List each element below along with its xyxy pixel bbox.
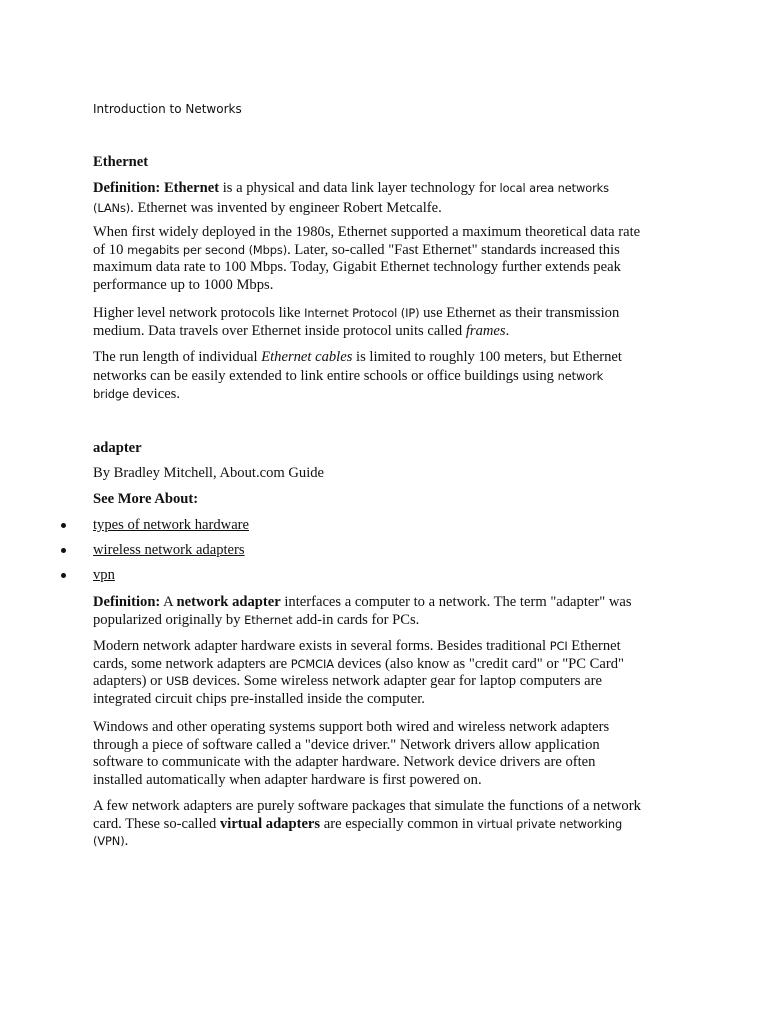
definition-label: Definition: [93, 594, 161, 610]
text: devices (also know as "credit card" or "PC Card" [333, 655, 624, 672]
text: Modern network adapter hardware exists in several forms. Besides traditional [93, 638, 550, 654]
text-line: A few network adapters are purely software packages that simulate the functions of a network [93, 798, 641, 814]
term-frames: frames [465, 322, 506, 339]
text-line: maximum data rate to 100 Mbps. Today, Gigabit Ethernet technology further extends peak [93, 259, 621, 275]
term-network: network [557, 368, 604, 383]
document-title: Introduction to Networks [93, 102, 242, 116]
bullet-icon [61, 548, 66, 553]
text: . [505, 322, 510, 339]
ethernet-protocols-paragraph [93, 305, 678, 340]
text: are especially common in [320, 815, 477, 832]
link-vpn[interactable]: vpn [93, 567, 115, 583]
text-line: through a piece of software called a "device driver." Network drivers allow application [93, 736, 600, 753]
term-ethernet-cables: Ethernet cables [261, 349, 353, 365]
text: networks can be easily extended to link entire schools or office buildings using [93, 367, 558, 384]
bullet-icon [61, 573, 66, 578]
text: . Ethernet was invented by engineer Robert Metcalfe. [130, 199, 442, 216]
ethernet-cables-paragraph [93, 349, 678, 404]
text: adapters) or [93, 673, 166, 689]
text: cards, some network adapters are [93, 655, 291, 672]
text: Higher level network protocols like [93, 305, 305, 321]
text-line: When first widely deployed in the 1980s, Ethernet supported a maximum theoretical data rate [93, 224, 641, 240]
bullet-icon [61, 523, 66, 528]
text: devices. Some wireless network adapter gear for laptop computers are [189, 673, 602, 689]
term-mbps: megabits per second (Mbps) [127, 242, 288, 257]
list-item [93, 567, 115, 585]
term-lan: local area networks [499, 181, 609, 195]
text: of 10 [93, 241, 128, 258]
term-ethernet: Ethernet [244, 612, 293, 627]
adapter-definition-paragraph [93, 594, 678, 629]
term-network-adapter: network adapter [176, 594, 281, 610]
link-wireless-network-adapters[interactable]: wireless network adapters [93, 542, 245, 558]
text: . [124, 833, 129, 849]
list-item [93, 517, 249, 535]
text-line: Windows and other operating systems support both wired and wireless network adapters [93, 719, 610, 735]
definition-label: Definition: Ethernet [93, 180, 220, 196]
text: card. These so-called [93, 815, 220, 832]
term-ip: Internet Protocol (IP) [304, 306, 420, 320]
text: A [160, 594, 177, 610]
virtual-adapters-paragraph [93, 798, 678, 851]
term-usb: USB [165, 674, 190, 688]
text: The run length of individual [93, 349, 262, 365]
list-item [93, 542, 245, 560]
text-line: performance up to 1000 Mbps. [93, 276, 274, 293]
ethernet-history-paragraph [93, 224, 678, 294]
text: use Ethernet as their transmission [419, 305, 620, 321]
text-line: integrated circuit chips pre-installed inside the computer. [93, 690, 425, 707]
byline: By Bradley Mitchell, About.com Guide [93, 465, 325, 481]
text: Ethernet [567, 638, 621, 654]
adapter-drivers-paragraph [93, 719, 678, 789]
text: is limited to roughly 100 meters, but Ethernet [352, 349, 622, 365]
text: popularized originally by [93, 611, 245, 628]
term-lan-abbr: (LANs) [93, 200, 131, 215]
text: medium. Data travels over Ethernet inside protocol units called [93, 322, 466, 339]
text-line: installed automatically when adapter hardware is first powered on. [93, 771, 482, 788]
term-pci: PCI [549, 639, 568, 653]
text: . Later, so-called "Fast Ethernet" standards increased this [287, 241, 620, 258]
see-more-heading: See More About: [93, 491, 199, 507]
link-types-of-network-hardware[interactable]: types of network hardware [93, 517, 250, 533]
text: add-in cards for PCs. [292, 611, 420, 628]
text: interfaces a computer to a network. The term "adapter" was [280, 594, 632, 610]
adapter-forms-paragraph [93, 638, 678, 708]
term-pcmcia: PCMCIA [290, 656, 334, 671]
term-vpn-abbr: (VPN) [93, 834, 125, 848]
text-line: software to communicate with the adapter hardware. Network device drivers are often [93, 754, 596, 770]
term-bridge: bridge [93, 387, 129, 401]
text: devices. [128, 386, 181, 402]
ethernet-definition-paragraph [93, 180, 678, 217]
section-heading-ethernet: Ethernet [93, 154, 149, 170]
section-heading-adapter: adapter [93, 440, 142, 456]
term-virtual-adapters: virtual adapters [219, 815, 321, 832]
text: is a physical and data link layer technology for [219, 180, 500, 196]
term-vpn: virtual private networking [476, 816, 623, 831]
